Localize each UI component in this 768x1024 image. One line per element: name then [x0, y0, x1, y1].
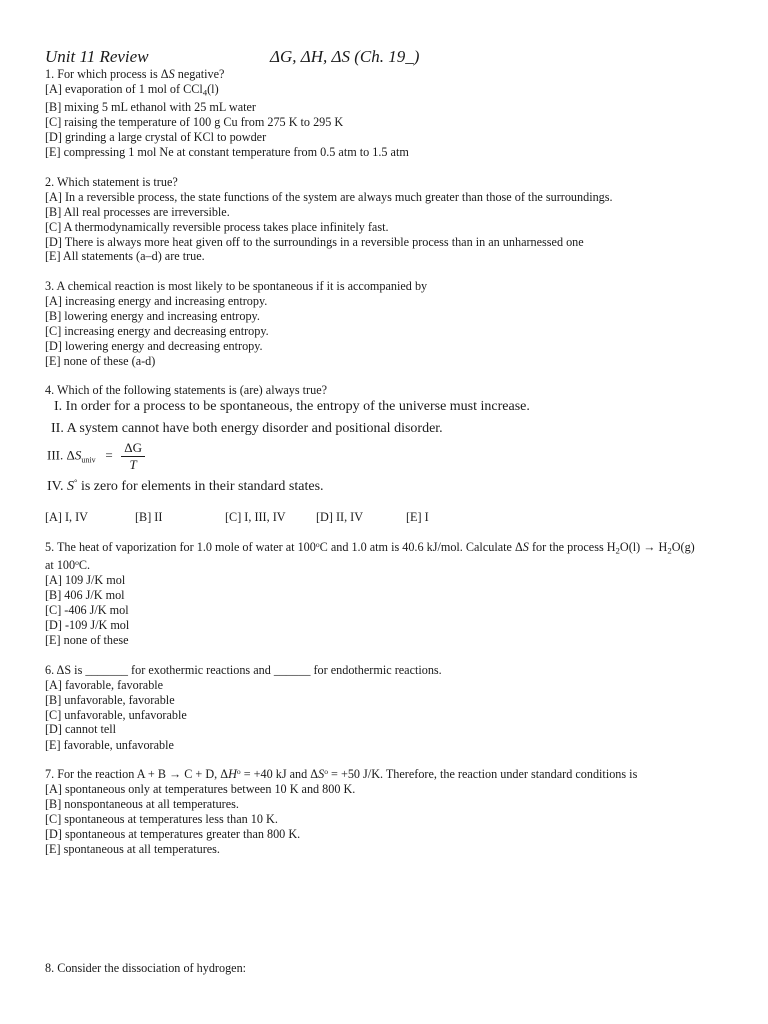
q6-choice-a: [A] favorable, favorable [45, 678, 164, 692]
q8-stem: 8. Consider the dissociation of hydrogen: [45, 961, 247, 975]
q3-choice-b: [B] lowering energy and increasing entropy. [45, 309, 260, 323]
q4-stem: 4. Which of the following statements is (are) always true? [45, 383, 328, 397]
q3-choice-a: [A] increasing energy and increasing entropy. [45, 294, 268, 308]
q2-choice-c: [C] A thermodynamically reversible process takes place infinitely fast. [45, 220, 389, 234]
q5-choice-e: [E] none of these [45, 633, 129, 647]
q6-choice-c: [C] unfavorable, unfavorable [45, 708, 187, 722]
q5-choice-b: [B] 406 J/K mol [45, 588, 125, 602]
q5-stem: 5. The heat of vaporization for 1.0 mole of water at 100$^o$C and 1.0 atm is 40.6 kJ/mol. Calculate ΔS for the process $H_2O(l) \to H_2O(g)$ [45, 539, 695, 556]
q3-choice-d: [D] lowering energy and decreasing entropy. [45, 339, 263, 353]
q4-statement-ii: II. A system cannot have both energy disorder and positional disorder. [51, 421, 443, 436]
q5-stem-continued: at 100$^o$C. [45, 557, 91, 572]
q3-choice-c: [C] increasing energy and decreasing entropy. [45, 324, 269, 338]
q4-fraction: $\frac{\Delta G}{T}$ [121, 440, 145, 473]
q1-choice-c: [C] raising the temperature of 100 g Cu from 275 K to 295 K [45, 115, 344, 129]
q5-choice-a: [A] 109 J/K mol [45, 573, 126, 587]
q7-choice-c: [C] spontaneous at temperatures less than 10 K. [45, 812, 278, 826]
q3-stem: 3. A chemical reaction is most likely to be spontaneous if it is accompanied by [45, 279, 428, 293]
document-title: Unit 11 Review [45, 47, 149, 66]
q6-choice-e: [E] favorable, unfavorable [45, 738, 174, 752]
q4-statement-iii: III. $\Delta S_{univ}$ = $\frac{\Delta G}{T}$ [47, 440, 147, 473]
q4-choice-b: [B] II [135, 510, 163, 524]
q4-statement-i: I. In order for a process to be spontaneous, the entropy of the universe must increase. [54, 399, 530, 414]
q1-choice-a: [A] evaporation of 1 mol of CCl$_4$(l) [45, 82, 219, 98]
q5-choice-c: [C] -406 J/K mol [45, 603, 129, 617]
q2-choice-b: [B] All real processes are irreversible. [45, 205, 230, 219]
q6-choice-d: [D] cannot tell [45, 722, 117, 736]
document-topic: ΔG, ΔH, ΔS (Ch. 19_) [270, 47, 420, 66]
q6-choice-b: [B] unfavorable, favorable [45, 693, 175, 707]
q2-choice-e: [E] All statements (a–d) are true. [45, 249, 205, 263]
q4-statement-iv: IV. S° is zero for elements in their standard states. [47, 477, 324, 494]
q2-choice-d: [D] There is always more heat given off to the surroundings in a reversible process than in an unharnessed one [45, 235, 584, 249]
q4-choice-a: [A] I, IV [45, 510, 88, 524]
q7-stem: 7. For the reaction A + B → C + D, $\Delta H^o = +40$ kJ and $\Delta S^o = +50$ J/K. Therefore, the reaction under standard conditions is [45, 766, 638, 781]
q1-stem: 1. For which process is ΔS negative? [45, 67, 225, 81]
q1-choice-e: [E] compressing 1 mol Ne at constant temperature from 0.5 atm to 1.5 atm [45, 145, 409, 159]
q1-choice-d: [D] grinding a large crystal of KCl to powder [45, 130, 267, 144]
q7-choice-e: [E] spontaneous at all temperatures. [45, 842, 220, 856]
q5-choice-d: [D] -109 J/K mol [45, 618, 130, 632]
q2-choice-a: [A] In a reversible process, the state functions of the system are always much greater than those of the surroundings. [45, 190, 613, 204]
q6-stem: 6. ΔS is _______ for exothermic reactions and ______ for endothermic reactions. [45, 663, 442, 677]
q7-choice-b: [B] nonspontaneous at all temperatures. [45, 797, 239, 811]
q7-choice-a: [A] spontaneous only at temperatures between 10 K and 800 K. [45, 782, 356, 796]
q2-stem: 2. Which statement is true? [45, 175, 178, 189]
q4-choice-e: [E] I [406, 510, 429, 524]
q4-choice-d: [D] II, IV [316, 510, 364, 524]
q7-choice-d: [D] spontaneous at temperatures greater than 800 K. [45, 827, 301, 841]
q4-choice-c: [C] I, III, IV [225, 510, 286, 524]
q1-choice-b: [B] mixing 5 mL ethanol with 25 mL water [45, 100, 256, 114]
q3-choice-e: [E] none of these (a-d) [45, 354, 156, 368]
